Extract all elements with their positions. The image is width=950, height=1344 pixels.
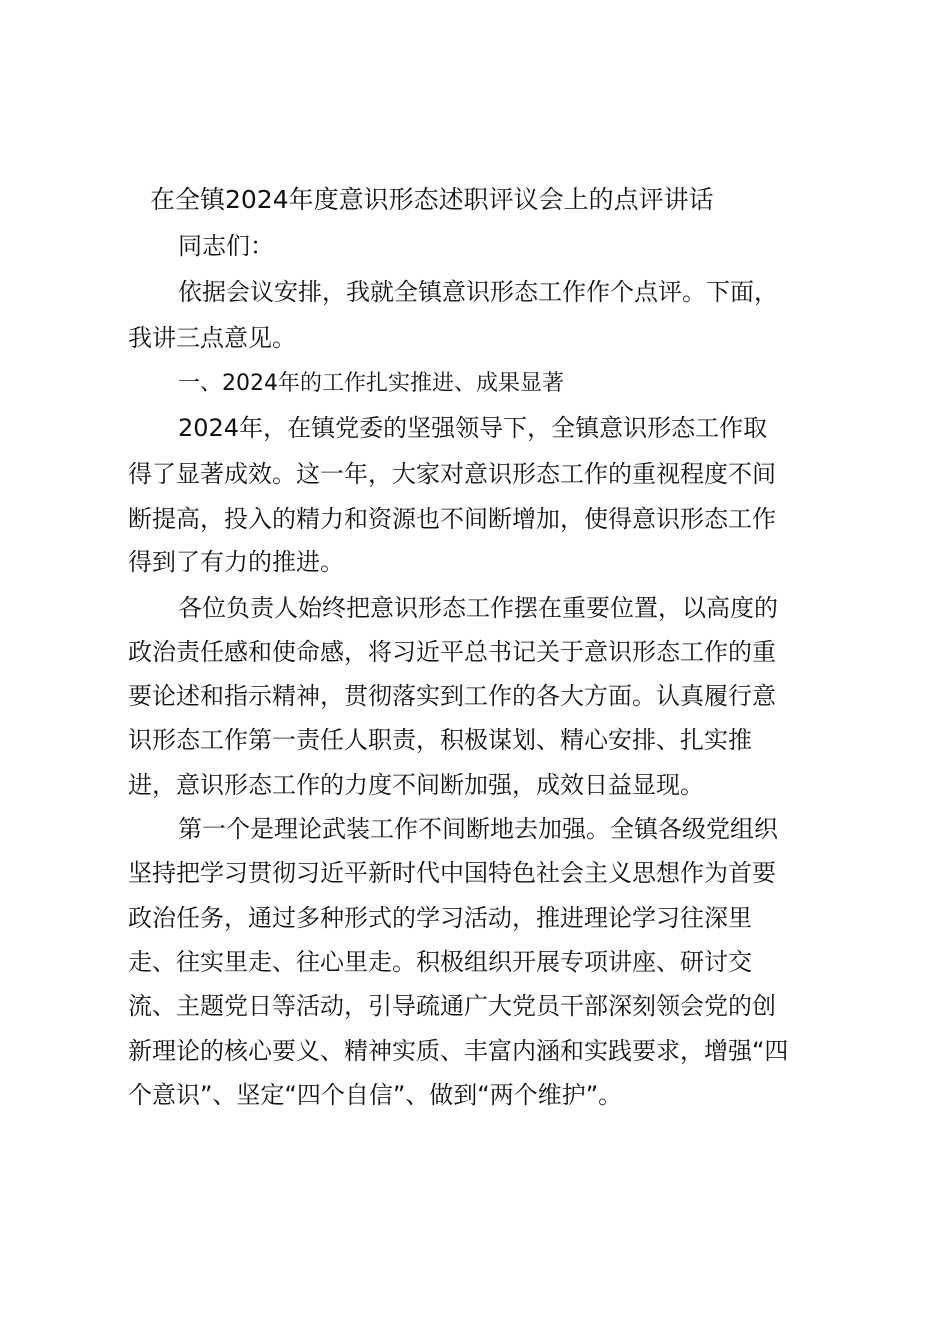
paragraph-line: 流、主题党日等活动，引导疏通广大党员干部深刻领会党的创 (128, 992, 776, 1020)
paragraph-line: 第一个是理论武装工作不间断地去加强。全镇各级党组织 (178, 815, 778, 843)
paragraph-line: 依据会议安排，我就全镇意识形态工作作个点评。下面， (178, 278, 778, 306)
paragraph-line: 我讲三点意见。 (128, 324, 296, 352)
paragraph-line: 政治责任感和使命感，将习近平总书记关于意识形态工作的重 (128, 638, 776, 666)
paragraph-line: 进，意识形态工作的力度不间断加强，成效日益显现。 (128, 771, 704, 799)
paragraph-line: 断提高，投入的精力和资源也不间断增加，使得意识形态工作 (128, 505, 776, 533)
paragraph-line: 得了显著成效。这一年，大家对意识形态工作的重视程度不间 (128, 460, 776, 488)
paragraph-line: 走、往实里走、往心里走。积极组织开展专项讲座、研讨交 (128, 948, 752, 976)
document-title: 在全镇2024年度意识形态述职评议会上的点评讲话 (150, 185, 714, 214)
paragraph-line: 坚持把学习贯彻习近平新时代中国特色社会主义思想作为首要 (128, 859, 776, 887)
paragraph-line: 个意识”、坚定“四个自信”、做到“两个维护”。 (128, 1081, 623, 1109)
paragraph-line: 得到了有力的推进。 (128, 548, 344, 576)
salutation: 同志们： (178, 232, 274, 260)
paragraph-line: 新理论的核心要义、精神实质、丰富内涵和实践要求，增强“四 (128, 1037, 789, 1065)
paragraph-line: 政治任务，通过多种形式的学习活动，推进理论学习往深里 (128, 904, 752, 932)
paragraph-line: 各位负责人始终把意识形态工作摆在重要位置，以高度的 (178, 594, 778, 622)
section-heading: 一、2024年的工作扎实推进、成果显著 (178, 371, 564, 396)
paragraph-line: 识形态工作第一责任人职责，积极谋划、精心安排、扎实推 (128, 726, 752, 754)
paragraph-line: 要论述和指示精神，贯彻落实到工作的各大方面。认真履行意 (128, 682, 776, 710)
paragraph-line: 2024年，在镇党委的坚强领导下，全镇意识形态工作取 (178, 414, 768, 442)
